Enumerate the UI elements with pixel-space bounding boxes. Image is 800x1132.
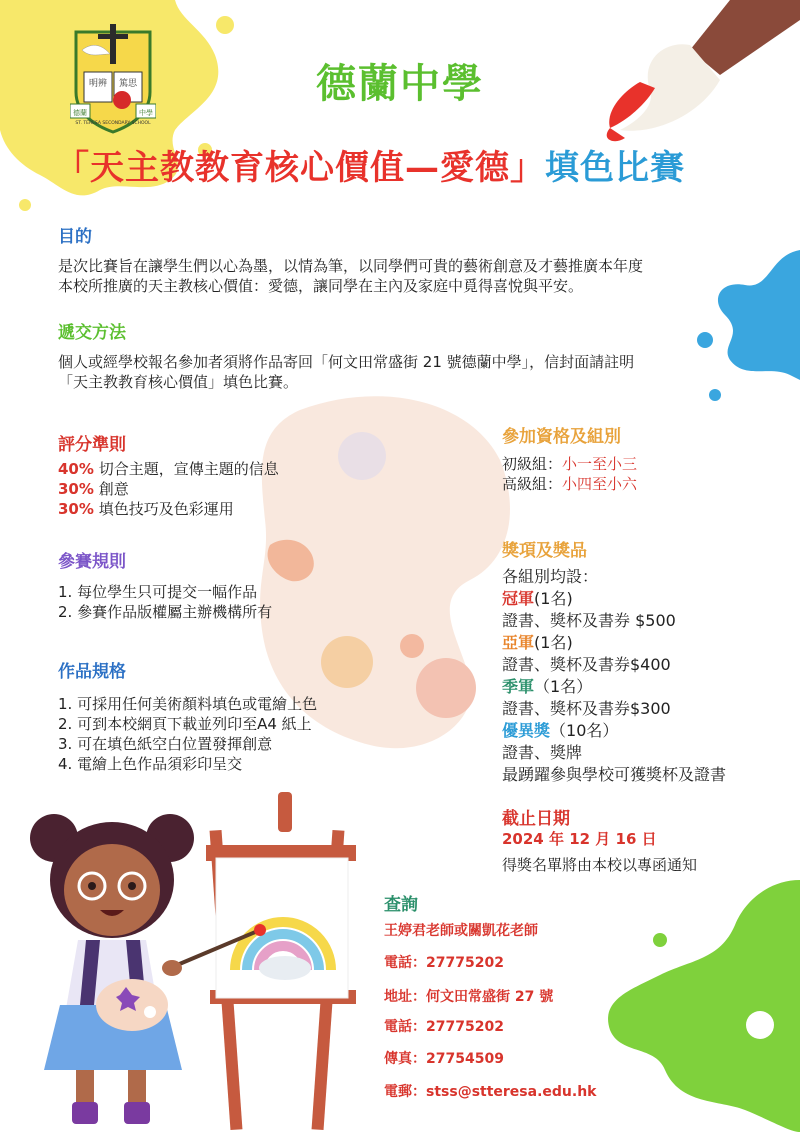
submission-line-1: 個人或經學校報名參加者須將作品寄回「何文田常盛街 21 號德蘭中學」，信封面請註明 (58, 353, 635, 371)
enquiry-heading: 查詢 (384, 895, 418, 915)
prizes-list (502, 566, 726, 786)
prize-school-award: 最踴躍參與學校可獲獎杯及證書 (502, 765, 727, 784)
purpose-line-1: 是次比賽旨在讓學生們以心為墨，以情為筆，以同學們可貴的藝術創意及才藝推廣本年度 (58, 257, 644, 275)
specs-heading: 作品規格 (58, 662, 126, 682)
scoring-item: 30% 填色技巧及色彩運用 (58, 500, 234, 518)
eligibility-senior: 高級組：小四至小六 (502, 475, 638, 493)
prize-second-runner-reward: 證書、獎杯及書券$300 (502, 699, 671, 718)
scoring-item: 40% 切合主題，宣傳主題的信息 (58, 460, 279, 478)
logo-book-right: 篤思 (118, 79, 138, 89)
enquiry-address: 地址：何文田常盛街 27 號 (384, 989, 554, 1005)
specs-item: 1. 可採用任何美術顏料填色或電繪上色 (58, 695, 318, 713)
rules-item: 1. 每位學生只可提交一幅作品 (58, 583, 258, 601)
enquiry-phone-2: 電話：27775202 (384, 1019, 504, 1035)
prize-first-runner: 亞軍(1名) (502, 633, 573, 652)
prize-first-runner-reward: 證書、獎杯及書券$400 (502, 655, 671, 674)
rules-list (58, 582, 272, 622)
submission-heading: 遞交方法 (58, 323, 126, 343)
purpose-heading: 目的 (58, 227, 92, 247)
title-part-theme: 「天主教教育核心價值—愛德」 (55, 148, 545, 188)
enquiry-email[interactable]: 電郵：stss@stteresa.edu.hk (384, 1084, 597, 1100)
prize-merit: 優異獎（10名） (502, 721, 619, 740)
enquiry-phone-1: 電話：27775202 (384, 955, 504, 971)
scoring-list (58, 459, 279, 519)
submission-line-2: 「天主教教育核心價值」填色比賽。 (58, 373, 299, 391)
purpose-text (58, 256, 758, 296)
specs-item: 3. 可在填色紙空白位置發揮創意 (58, 735, 273, 753)
scoring-item: 30% 創意 (58, 480, 129, 498)
prize-champion: 冠軍(1名) (502, 589, 573, 608)
prizes-heading: 獎項及獎品 (502, 541, 587, 561)
prizes-intro: 各組別均設： (502, 567, 599, 586)
logo-scroll-left: 德蘭 (73, 109, 87, 117)
logo-scroll-right: 中學 (139, 109, 153, 117)
eligibility-list (502, 454, 637, 494)
deadline-note: 得獎名單將由本校以專函通知 (502, 856, 698, 874)
scoring-heading: 評分準則 (58, 435, 126, 455)
rules-item: 2. 參賽作品版權屬主辦機構所有 (58, 603, 273, 621)
rules-heading: 參賽規則 (58, 552, 126, 572)
enquiry-fax: 傳真：27754509 (384, 1051, 504, 1067)
easel-icon (206, 792, 356, 1130)
green-paint-splash (608, 880, 800, 1132)
logo-book-left: 明辨 (88, 79, 108, 89)
purpose-line-2: 本校所推廣的天主教核心價值：愛德，讓同學在主內及家庭中覓得喜悅與平安。 (58, 277, 584, 295)
specs-item: 4. 電繪上色作品須彩印呈交 (58, 755, 243, 773)
specs-item: 2. 可到本校網頁下載並列印至A4 紙上 (58, 715, 312, 733)
deadline-date: 2024 年 12 月 16 日 (502, 830, 657, 848)
title-part-contest: 填色比賽 (545, 148, 685, 188)
prize-champion-reward: 證書、獎杯及書券 $500 (502, 611, 676, 630)
school-name: 德蘭中學 (316, 61, 484, 107)
enquiry-teachers: 王婷君老師或關凱花老師 (384, 923, 538, 939)
submission-text (58, 352, 758, 392)
prize-merit-reward: 證書、獎牌 (502, 743, 583, 762)
logo-english: ST. TERESA SECONDARY SCHOOL (75, 121, 151, 126)
specs-list (58, 694, 317, 774)
girl-painting-illustration (20, 790, 360, 1132)
eligibility-junior: 初級組：小一至小三 (502, 455, 638, 473)
prize-second-runner: 季軍（1名） (502, 677, 593, 696)
deadline-heading: 截止日期 (502, 809, 570, 829)
competition-title (55, 140, 685, 189)
eligibility-heading: 參加資格及組別 (502, 427, 621, 447)
